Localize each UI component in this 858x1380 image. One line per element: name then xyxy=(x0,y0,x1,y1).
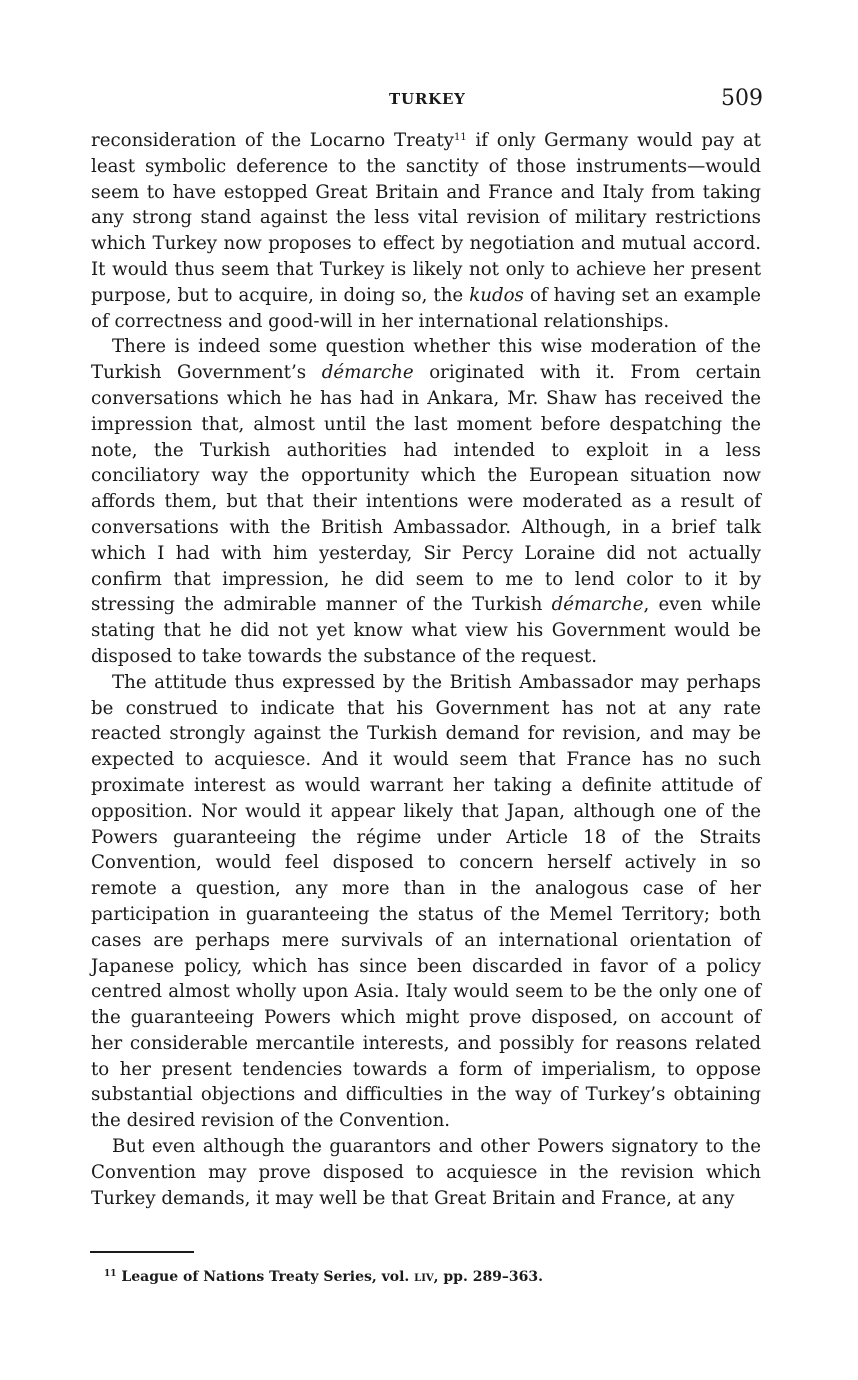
paragraph-2-text-b: originated with it. From certain conversations which he has had in Ankara, Mr. Shaw has received the impression that, almost until the last moment before despatching the note, the Turkish authorities had intended to exploit in a less conciliatory way the opportunity which the European situation now affords them, but that their intentions were moderated as a result of conversations with the British Ambassador. Although, in a brief talk which I had with him yesterday, Sir Percy Loraine did not actually confirm that impression, he did seem to me to lend color to it by stressing the admirable manner of the Turkish xyxy=(91,362,762,616)
footnote-volume: liv xyxy=(414,1269,434,1285)
paragraph-2-italic-2: démarche xyxy=(551,594,644,616)
paragraph-1 xyxy=(91,128,761,334)
footnote-mark: 11 xyxy=(104,1269,117,1279)
footnote-text-before: League of Nations Treaty Series, vol. xyxy=(116,1269,415,1285)
paragraph-1-text-b: if only Germany would pay at least symbolic deference to the sanctity of those instruments—would seem to have estopped Great Britain and France and Italy from taking any strong stand against the less vital revision of military restrictions which Turkey now proposes to effect by negotiation and mutual accord. It would thus seem that Turkey is likely not only to achieve her present purpose, but to acquire, in doing so, the xyxy=(91,130,761,306)
paragraph-1-text-a: reconsideration of the Locarno Treaty xyxy=(91,130,454,151)
footnote xyxy=(104,1269,543,1285)
running-title: TURKEY xyxy=(389,90,466,108)
paragraph-4: But even although the guarantors and other Powers signatory to the Convention may prove disposed to acquiesce in the revision which Turkey demands, it may well be that Great Britain and France, at any xyxy=(91,1136,761,1209)
paragraph-1-text-c: of having set an example of correctness and good-will in her international relationships. xyxy=(91,284,762,332)
footnote-text-after: , pp. 289–363. xyxy=(433,1269,544,1285)
page-number: 509 xyxy=(721,86,763,111)
paragraph-2-text-a: There is indeed some question whether this wise moderation of the Turkish Government’s xyxy=(91,336,761,384)
body-text xyxy=(91,128,761,1211)
running-head xyxy=(0,86,858,116)
paragraph-2 xyxy=(91,334,761,669)
paragraph-2-italic-1: démarche xyxy=(321,362,414,384)
paragraph-3: The attitude thus expressed by the British Ambassador may perhaps be construed to indicate that his Government has not at any rate reacted strongly against the Turkish demand for revision, and may be expected to acquiesce. And it would seem that France has no such proximate interest as would warrant her taking a definite attitude of opposition. Nor would it appear likely that Japan, although one of the Powers guaranteeing the régime under Article 18 of the Straits Convention, would feel disposed to concern herself actively in so remote a question, any more than in the analogous case of her participation in guaranteeing the status of the Memel Territory; both cases are perhaps mere survivals of an international orientation of Japanese policy, which has since been discarded in favor of a policy centred almost wholly upon Asia. Italy would seem to be the only one of the guaranteeing Powers which might prove disposed, on account of her considerable mercantile interests, and possibly for reasons related to her present tendencies towards a form of imperialism, to oppose substantial objections and difficulties in the way of Turkey’s obtaining the desired revision of the Convention. xyxy=(91,671,761,1132)
paragraph-2-text-c: , even while stating that he did not yet know what view his Government would be disposed to take towards the substance of the request. xyxy=(91,594,761,667)
paragraph-1-italic: kudos xyxy=(469,284,524,306)
footnote-rule xyxy=(90,1251,194,1253)
footnote-reference: 11 xyxy=(453,132,467,143)
